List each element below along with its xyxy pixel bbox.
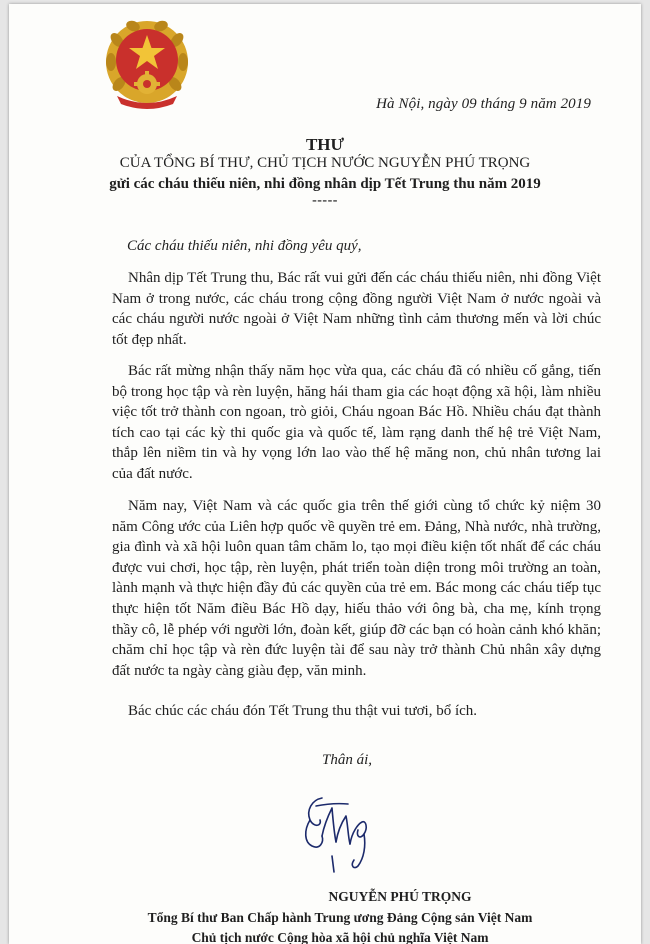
signer-role-1: Tổng Bí thư Ban Chấp hành Trung ương Đảng Cộng sản Việt Nam: [147, 910, 533, 925]
signer-name: NGUYỄN PHÚ TRỌNG: [328, 889, 472, 904]
greeting: Các cháu thiếu niên, nhi đồng yêu quý,: [127, 238, 362, 254]
national-emblem-icon: [101, 18, 193, 110]
signer-role-2: Chủ tịch nước Cộng hòa xã hội chủ nghĩa Việt Nam: [191, 930, 489, 944]
letter-title: THƯ: [305, 135, 345, 154]
body-paragraph: Bác rất mừng nhận thấy năm học vừa qua, các cháu đã có nhiều cố gắng, tiến bộ trong học tập và rèn luyện, hăng hái tham gia các hoạt động xã hội, làm nhiều việc tốt trở thành con ngoan, trò giỏi, Cháu ngoan Bác Hồ. Nhiều cháu đạt thành tích cao tại các kỳ thi quốc gia và quốc tế, làm rạng danh thế hệ trẻ Việt Nam, thắp lên niềm tin và hy vọng lớn lao vào thế hệ măng non, chủ nhân tương lai của đất nước.: [112, 363, 601, 482]
body-paragraph: Năm nay, Việt Nam và các quốc gia trên thế giới cùng tổ chức kỷ niệm 30 năm Công ước của Liên hợp quốc về quyền trẻ em. Đảng, Nhà nước, nhà trường, gia đình và xã hội luôn quan tâm chăm lo, tạo mọi điều kiện tốt nhất để các cháu được vui chơi, học tập, rèn luyện, phát triển toàn diện trong môi trường an toàn, lành mạnh và thực hiện đầy đủ các quyền của trẻ em. Bác mong các cháu tiếp tục thực hiện tốt Năm điều Bác Hồ dạy, hiếu thảo với ông bà, cha mẹ, kính trọng thầy cô, lễ phép với người lớn, đoàn kết, giúp đỡ các bạn có hoàn cảnh khó khăn; chăm chỉ học tập và rèn đức luyện tài để sau này trở thành Chủ nhân xây dựng đất nước ta ngày càng giàu đẹp, văn minh.: [112, 498, 601, 679]
body-paragraph: Nhân dịp Tết Trung thu, Bác rất vui gửi đến các cháu thiếu niên, nhi đồng Việt Nam ở trong nước, các cháu trong cộng đồng người Việt Nam ở nước ngoài và các cháu người nước ngoài ở Việt Nam những tình cảm thương mến và lời chúc tốt đẹp nhất.: [112, 270, 601, 348]
closing-salutation: Thân ái,: [322, 752, 373, 768]
handwritten-signature: [292, 786, 382, 878]
letter-page: [9, 4, 641, 944]
letter-recipient-line: gửi các cháu thiếu niên, nhi đồng nhân dịp Tết Trung thu năm 2019: [109, 176, 541, 192]
letter-subtitle: CỦA TỔNG BÍ THƯ, CHỦ TỊCH NƯỚC NGUYỄN PHÚ TRỌNG: [119, 155, 531, 171]
date-line: Hà Nội, ngày 09 tháng 9 năm 2019: [376, 96, 591, 112]
body-paragraph: Bác chúc các cháu đón Tết Trung thu thật vui tươi, bổ ích.: [128, 703, 478, 719]
title-separator: -----: [312, 193, 338, 208]
